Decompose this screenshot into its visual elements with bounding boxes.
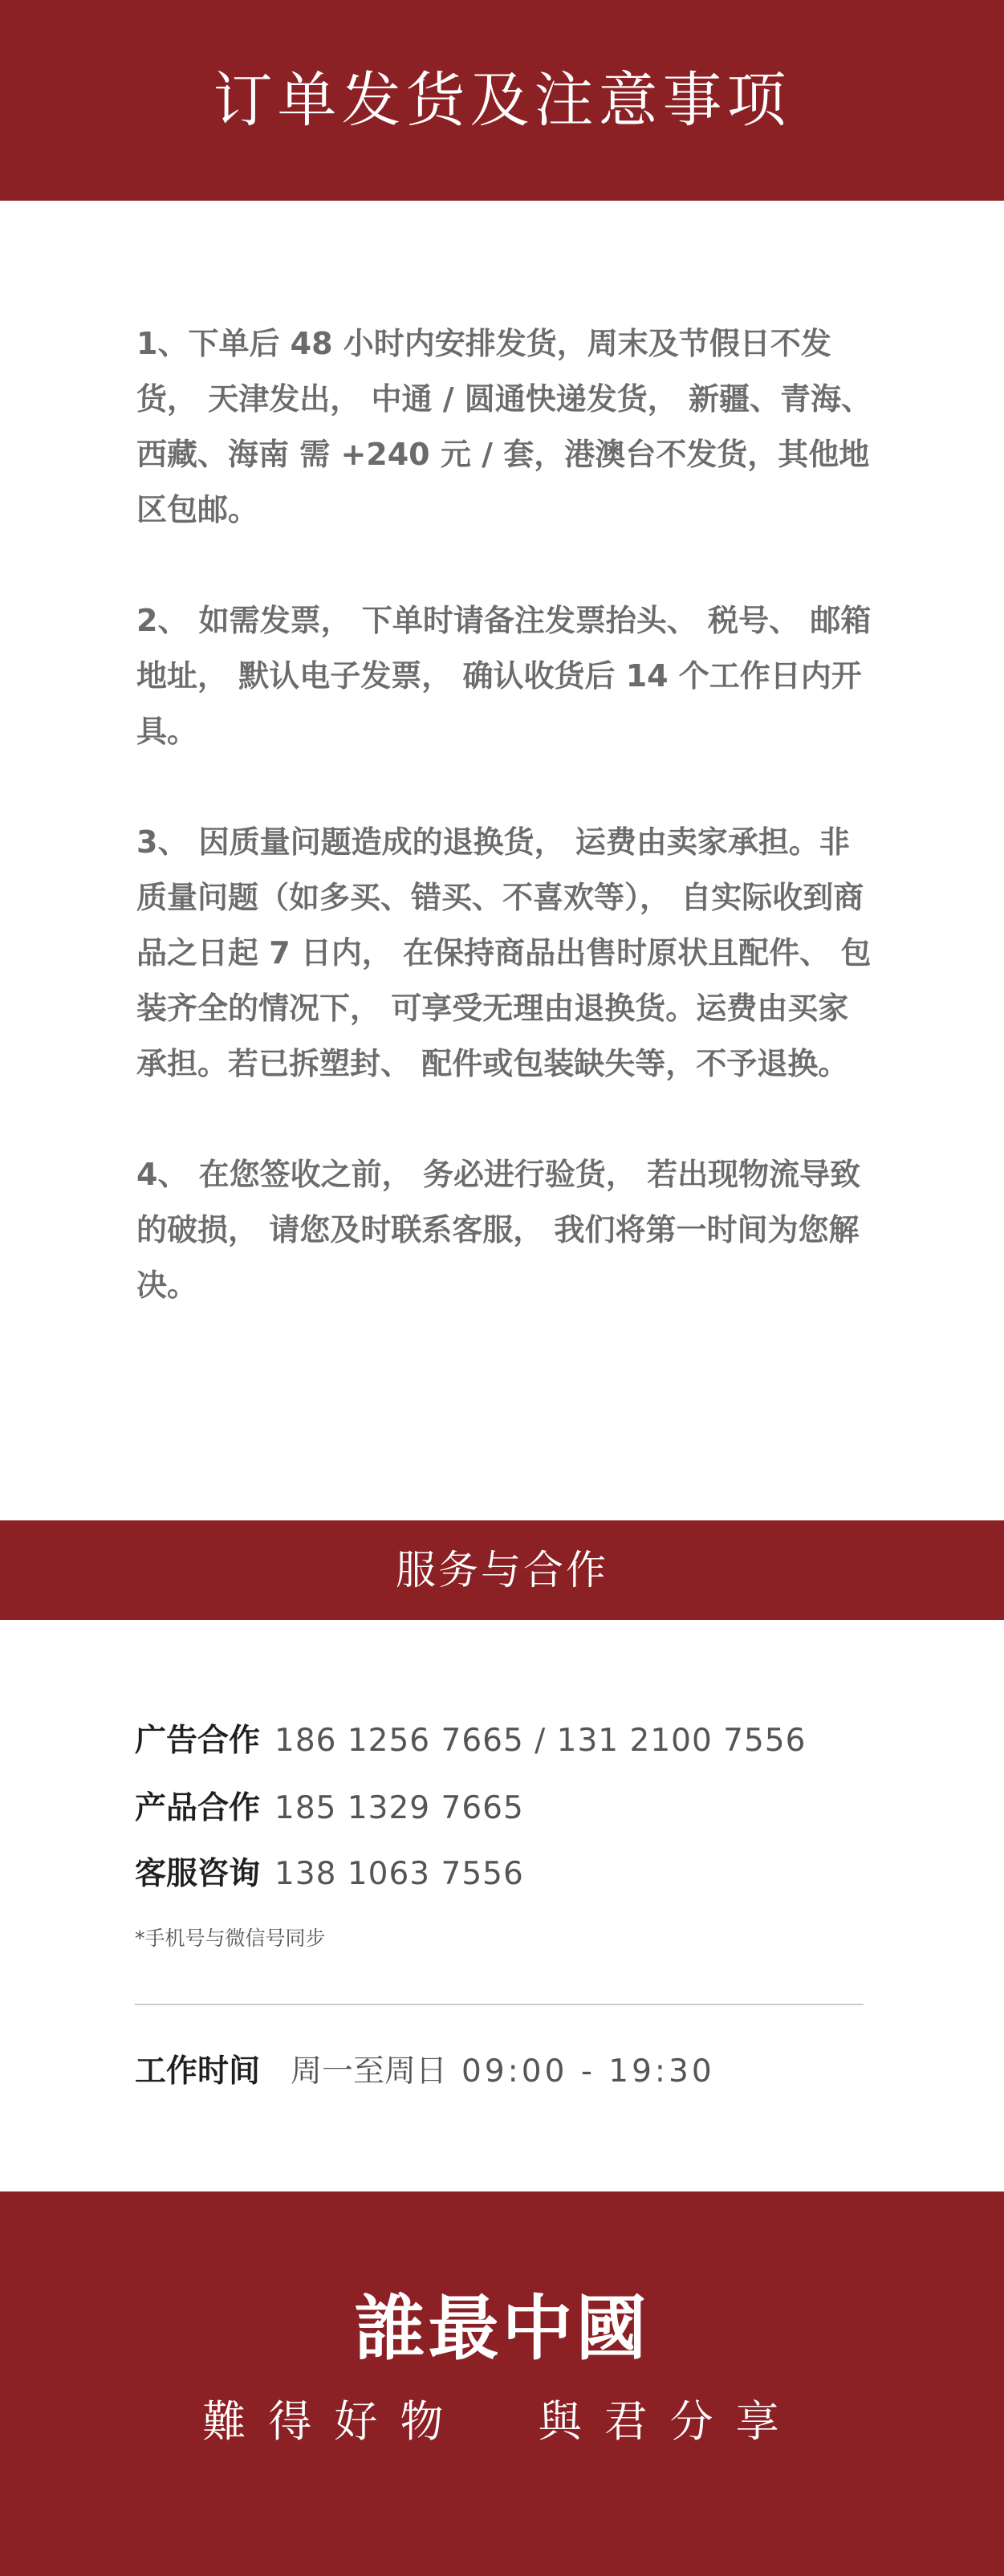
contact-customer-service [135,1850,524,1898]
hours-days: 周一至周日 [291,2053,448,2090]
contact-phone: 185 1329 7665 [274,1790,524,1826]
note-item-3: 3、 因质量问题造成的退换货， 运费由卖家承担。非质量问题（如多买、错买、不喜欢等）， 自实际收到商品之日起 7 日内， 在保持商品出售时原状且配件、 包装齐全的情况下， 可享受无理由退换货。运费由买家承担。若已拆塑封、 配件或包装缺失等，不予退换。 [136,824,872,1081]
contact-product [135,1784,524,1833]
header-banner [0,0,1004,201]
contact-phone: 138 1063 7556 [274,1856,524,1892]
service-title: 服务与合作 [396,1547,608,1593]
note-item-1: 1、下单后 48 小时内安排发货，周末及节假日不发货， 天津发出， 中通 / 圆通快递发货， 新疆、青海、西藏、海南 需 +240 元 / 套，港澳台不发货，其他地区包邮。 [136,326,872,527]
brand-slogan: 難得好物 與君分享 [202,2396,802,2447]
note-item-2: 2、 如需发票， 下单时请备注发票抬头、 税号、 邮箱地址， 默认电子发票， 确认收货后 14 个工作日内开具。 [136,603,872,749]
shipping-notes [136,316,875,1369]
contact-advertising [135,1717,806,1765]
contact-label: 客服咨询 [135,1856,261,1892]
note-item-4: 4、 在您签收之前， 务必进行验货， 若出现物流导致的破损， 请您及时联系客服， 我们将第一时间为您解决。 [136,1157,861,1303]
contact-label: 广告合作 [135,1723,261,1759]
footer-banner [0,2191,1004,2576]
brand-logo-text: 誰最中國 [354,2286,650,2370]
divider [135,2004,864,2005]
hours-label: 工作时间 [135,2053,261,2090]
working-hours [135,2048,715,2096]
contact-label: 产品合作 [135,1790,261,1826]
contact-phone: 186 1256 7665 / 131 2100 7556 [274,1723,807,1759]
service-banner [0,1520,1004,1620]
page-title: 订单发货及注意事项 [213,66,791,135]
wechat-note: *手机号与微信号同步 [135,1927,326,1950]
hours-time: 09:00 - 19:30 [461,2053,715,2090]
